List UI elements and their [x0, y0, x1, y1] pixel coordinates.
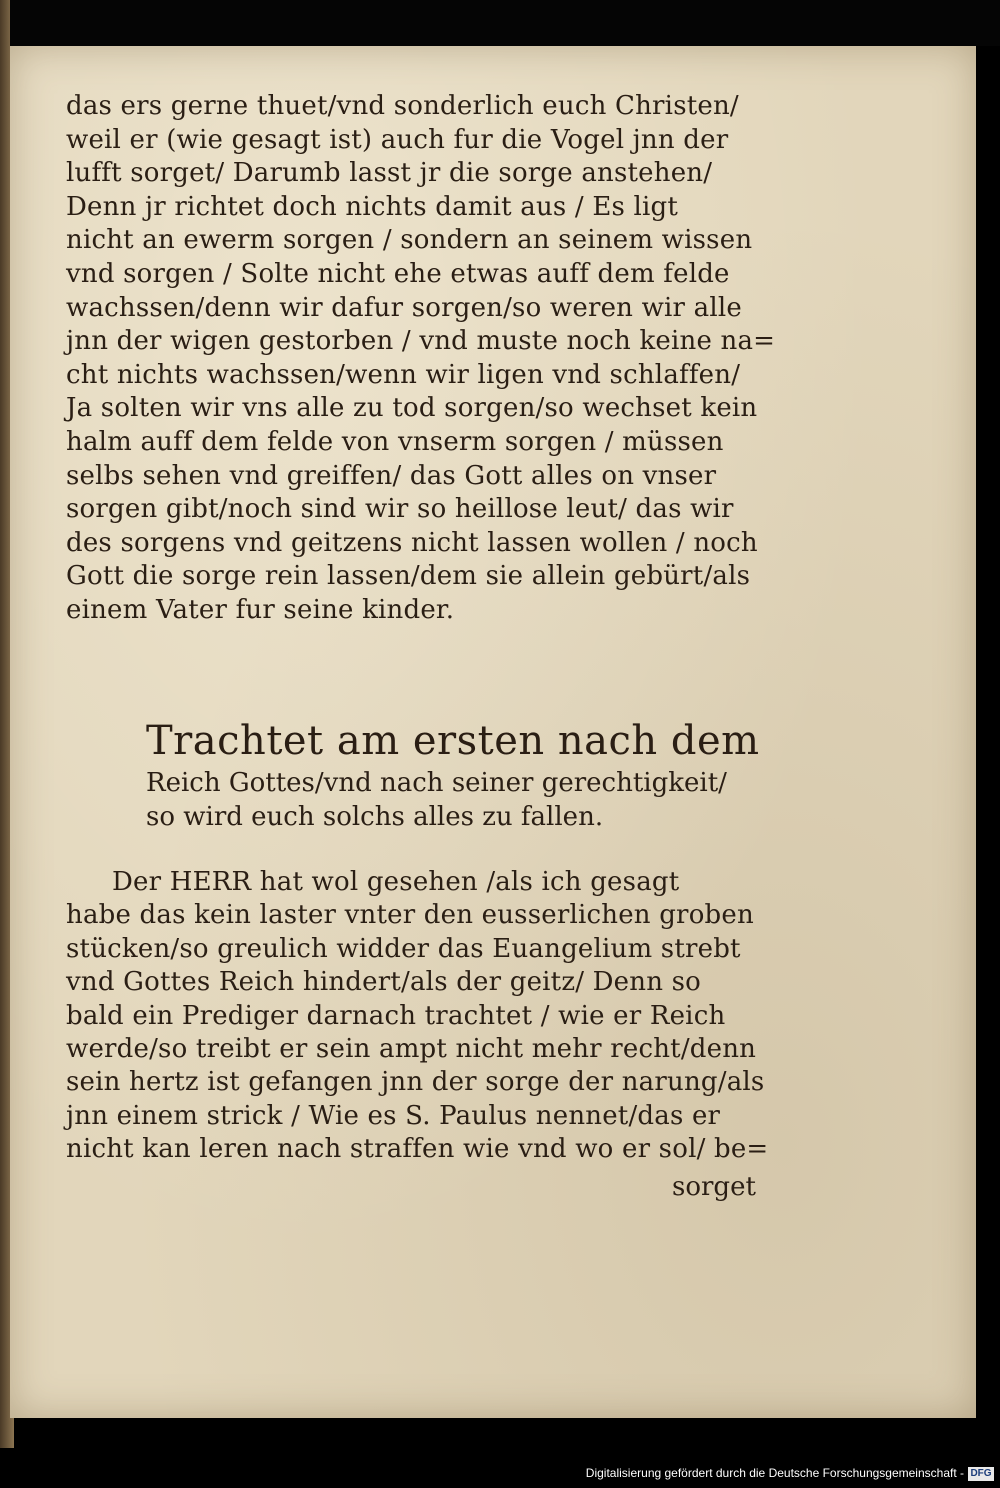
text-line: Ja solten wir vns alle zu tod sorgen/so wechset kein: [66, 393, 758, 424]
text-line: Der HERR hat wol gesehen /als ich gesagt: [112, 867, 680, 897]
text-line: cht nichts wachssen/wenn wir ligen vnd schlaffen/: [66, 359, 741, 390]
funding-credit: Digitalisierung gefördert durch die Deutsche Forschungsgemeinschaft -: [585, 1466, 964, 1480]
text-line: vnd sorgen / Solte nicht ehe etwas auff dem felde: [66, 258, 730, 289]
text-line: wachssen/denn wir dafur sorgen/so weren wir alle: [66, 292, 742, 323]
text-line: nicht an ewerm sorgen / sondern an seinem wissen: [66, 225, 753, 256]
text-line: das ers gerne thuet/vnd sonderlich euch Christen/: [66, 91, 739, 121]
paragraph-1: [66, 90, 786, 628]
heading-title: Trachtet am ersten nach dem: [146, 718, 760, 764]
text-line: Denn jr richtet doch nichts damit aus / Es ligt: [66, 191, 679, 222]
text-line: lufft sorget/ Darumb lasst jr die sorge anstehen/: [66, 158, 713, 189]
section-heading: [146, 716, 806, 834]
text-line: werde/so treibt er sein ampt nicht mehr recht/denn: [66, 1034, 757, 1065]
text-line: sorgen gibt/noch sind wir so heillose leut/ das wir: [66, 494, 734, 525]
text-line: des sorgens vnd geitzens nicht lassen wollen / noch: [66, 527, 758, 558]
text-line: bald ein Prediger darnach trachtet / wie er Reich: [66, 1000, 726, 1031]
text-line: halm auff dem felde von vnserm sorgen / müssen: [66, 426, 724, 457]
text-line: stücken/so greulich widder das Euangelium strebt: [66, 933, 741, 964]
text-line: jnn der wigen gestorben / vnd muste noch keine na=: [66, 326, 776, 357]
paragraph-2: [66, 866, 786, 1167]
text-line: sein hertz ist gefangen jnn der sorge der narung/als: [66, 1067, 765, 1098]
catchword: sorget: [672, 1172, 756, 1202]
text-line: vnd Gottes Reich hindert/als der geitz/ Denn so: [66, 967, 702, 998]
text-line: nicht kan leren nach straffen wie vnd wo er sol/ be=: [66, 1134, 769, 1165]
heading-subline: so wird euch solchs alles zu fallen.: [146, 802, 604, 832]
footer-bar: [0, 1448, 1000, 1488]
text-line: Gott die sorge rein lassen/dem sie allein gebürt/als: [66, 561, 751, 592]
scan-border-top: [10, 0, 1000, 46]
text-line: jnn einem strick / Wie es S. Paulus nennet/das er: [66, 1100, 721, 1131]
text-line: habe das kein laster vnter den eusserlichen groben: [66, 900, 754, 931]
dfg-logo-icon: DFG: [968, 1467, 994, 1481]
text-line: weil er (wie gesagt ist) auch fur die Vogel jnn der: [66, 124, 729, 155]
text-line: selbs sehen vnd greiffen/ das Gott alles on vnser: [66, 460, 717, 491]
heading-subline: Reich Gottes/vnd nach seiner gerechtigkeit/: [146, 768, 727, 798]
text-line: einem Vater fur seine kinder.: [66, 594, 455, 625]
